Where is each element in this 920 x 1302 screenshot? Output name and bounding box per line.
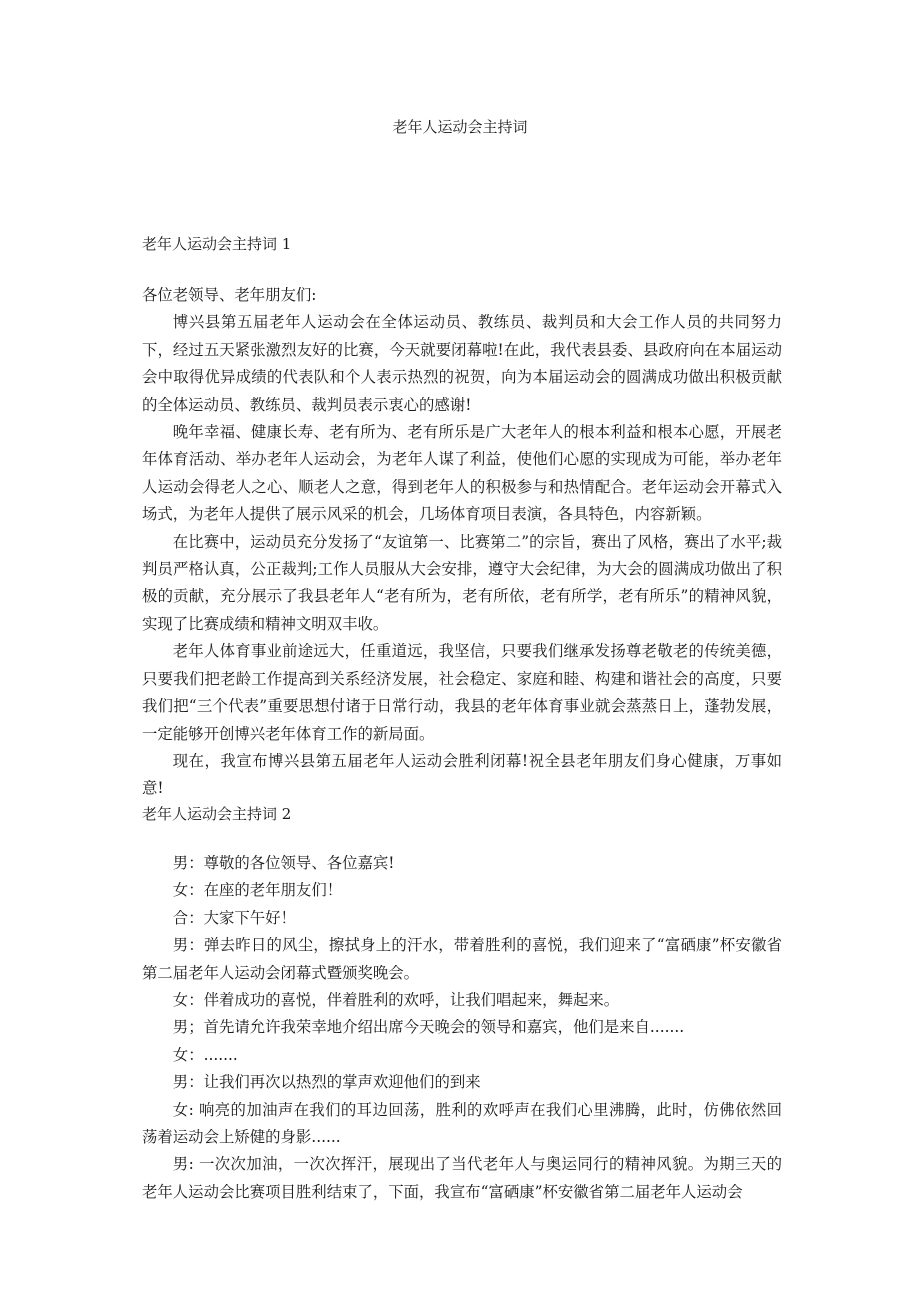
dialogue-line: 男: 一次次加油，一次次挥汗，展现出了当代老年人与奥运同行的精神风貌。为期三天的老年人运动会比赛项目胜利结束了，下面，我宣布“富硒康”杯安徽省第二届老年人运动会: [142, 1155, 782, 1201]
dialogue-line: 男：弹去昨日的风尘，擦拭身上的汗水，带着胜利的喜悦，我们迎来了“富硒康”杯安徽省第二届老年人运动会闭幕式暨颁奖晚会。: [142, 936, 782, 982]
section-1-heading: 老年人运动会主持词 1: [142, 235, 292, 253]
paragraph: 老年人体育事业前途远大，任重道远，我坚信，只要我们继承发扬尊老敬老的传统美德，只要我们把老龄工作提高到关系经济发展，社会稳定、家庭和睦、构建和谐社会的高度，只要我们把“三个代表”重要思想付诸于日常行动，我县的老年体育事业就会蒸蒸日上，蓬勃发展，一定能够开创博兴老年体育工作的新局面。: [142, 642, 782, 743]
dialogue-line: 男；首先请允许我荣幸地介绍出席今天晚会的领导和嘉宾，他们是来自.......: [172, 1018, 685, 1037]
section-2-body: [142, 850, 782, 1206]
dialogue-line: 女: 响亮的加油声在我们的耳边回荡，胜利的欢呼声在我们心里沸腾，此时，仿佛依然回荡着运动会上矫健的身影......: [142, 1100, 782, 1147]
dialogue-line: 男：尊敬的各位领导、各位嘉宾!: [172, 854, 395, 872]
dialogue-line: 女：伴着成功的喜悦，伴着胜利的欢呼，让我们唱起来，舞起来。: [172, 991, 620, 1010]
dialogue-line: 合：大家下午好！: [172, 908, 296, 927]
document-title: 老年人运动会主持词: [392, 118, 528, 136]
dialogue-line: 男：让我们再次以热烈的掌声欢迎他们的到来: [172, 1073, 481, 1092]
dialogue-line: 女：在座的老年朋友们！: [172, 881, 343, 900]
paragraph: 博兴县第五届老年人运动会在全体运动员、教练员、裁判员和大会工作人员的共同努力下，经过五天紧张激烈友好的比赛，今天就要闭幕啦!在此，我代表县委、县政府向在本届运动会中取得优异成绩的代表队和个人表示热烈的祝贺，向为本届运动会的圆满成功做出积极贡献的全体运动员、教练员、裁判员表示衷心的感谢!: [142, 313, 782, 414]
dialogue-line: 女：.......: [172, 1045, 238, 1064]
paragraph: 晚年幸福、健康长寿、老有所为、老有所乐是广大老年人的根本利益和根本心愿，开展老年体育活动、举办老年人运动会，为老年人谋了利益，使他们心愿的实现成为可能，举办老年人运动会得老人之心、顺老人之意，得到老年人的积极参与和热情配合。老年运动会开幕式入场式，为老年人提供了展示风采的机会，几场体育项目表演，各具特色，内容新颖。: [142, 423, 782, 524]
section-1-body: [142, 282, 782, 803]
paragraph: 在比赛中，运动员充分发扬了“友谊第一、比赛第二”的宗旨，赛出了风格，赛出了水平;裁判员严格认真，公正裁判;工作人员服从大会安排，遵守大会纪律，为大会的圆满成功做出了积极的贡献，充分展示了我县老年人“老有所为，老有所依，老有所学，老有所乐”的精神风貌，实现了比赛成绩和精神文明双丰收。: [142, 532, 782, 633]
section-2-heading: 老年人运动会主持词 2: [142, 805, 292, 823]
paragraph: 现在，我宣布博兴县第五届老年人运动会胜利闭幕!祝全县老年朋友们身心健康，万事如意!: [142, 751, 782, 798]
salutation: 各位老领导、老年朋友们:: [142, 286, 317, 304]
